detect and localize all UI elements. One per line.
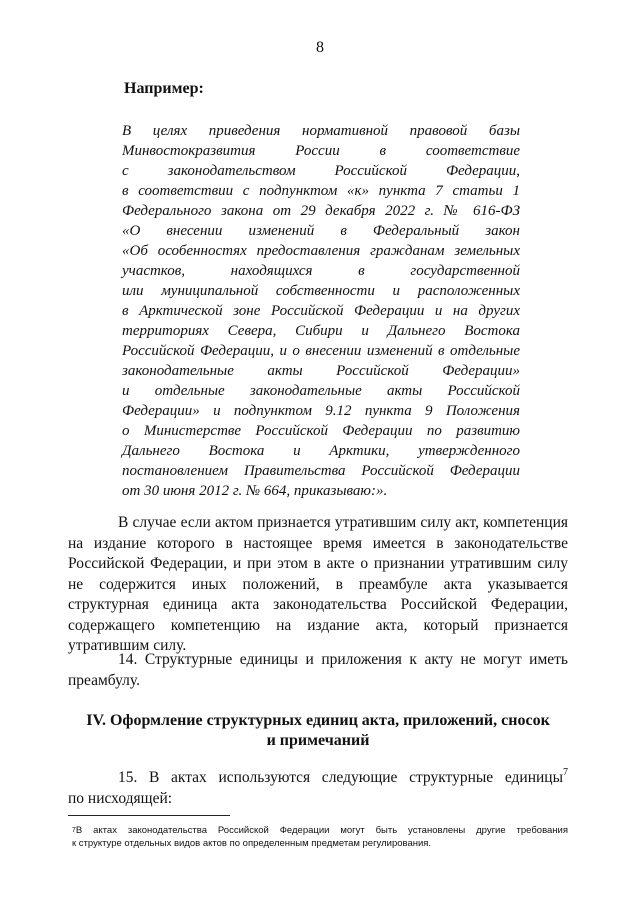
example-line: постановлением Правительства Российской Федерации <box>122 463 520 479</box>
example-line: о Министерстве Российской Федерации по развитию <box>122 423 520 439</box>
example-line: в Арктической зоне Российской Федерации и на других <box>122 303 520 319</box>
section-heading <box>68 711 568 751</box>
paragraph-15 <box>68 768 568 809</box>
paragraph-line: В случае если актом признается утратившим силу акт, компетенция <box>118 514 568 531</box>
paragraph-line: преамбулу. <box>68 671 140 689</box>
paragraph-line: содержащего компетенцию на издание акта, который признается <box>68 616 568 634</box>
paragraph-line: 14. Структурные единицы и приложения к акту не могут иметь <box>118 651 568 668</box>
example-line: участков, находящихся в государственной <box>122 263 520 279</box>
example-line: или муниципальной собственности и расположенных <box>122 283 520 299</box>
page-number: 8 <box>316 39 324 56</box>
section-heading-line-2: и примечаний <box>266 732 370 749</box>
section-heading-line-1: IV. Оформление структурных единиц акта, приложений, сносок <box>86 712 550 729</box>
paragraph-15-text: 15. В актах используются следующие структурные единицы <box>118 769 563 786</box>
footnote-text: В актах законодательства Российской Федерации могут быть установлены другие требования <box>75 825 568 836</box>
paragraph-line: утратившим силу. <box>68 637 187 654</box>
example-line: Минвостокразвития России в соответствие <box>122 143 520 159</box>
footnote-line: к структуре отдельных видов актов по определенным предметам регулирования. <box>72 838 432 849</box>
footnote-divider <box>68 815 230 816</box>
example-line: территориях Севера, Сибири и Дальнего Востока <box>122 323 520 339</box>
paragraph-repeal-act <box>68 513 568 657</box>
paragraph-line <box>68 768 568 789</box>
paragraph-line: не содержится иных положений, в преамбуле акта указывается <box>68 575 568 593</box>
example-line: «О внесении изменений в Федеральный закон <box>122 223 520 239</box>
example-line: В целях приведения нормативной правовой базы <box>122 123 520 139</box>
footnote-reference[interactable]: 7 <box>563 767 568 778</box>
example-line: Федерального закона от 29 декабря 2022 г. № 616-ФЗ <box>122 203 520 219</box>
footnote-line <box>72 824 568 837</box>
paragraph-14 <box>68 650 568 691</box>
example-line: Дальнего Востока и Арктики, утвержденного <box>122 443 520 459</box>
example-line: и отдельные законодательные акты Российской <box>122 383 520 399</box>
example-label: Например: <box>124 80 204 97</box>
paragraph-line: Российской Федерации, и при этом в акте о признании утратившим силу <box>68 555 568 572</box>
example-line: Федерации» и подпунктом 9.12 пункта 9 Положения <box>122 403 520 419</box>
example-line: законодательные акты Российской Федерации» <box>122 363 520 379</box>
example-line: Российской Федерации, и о внесении изменений в отдельные <box>122 343 520 359</box>
footnote <box>72 824 568 850</box>
example-line: в соответствии с подпунктом «к» пункта 7 статьи 1 <box>122 183 520 199</box>
footnote-mark: 7 <box>72 827 76 834</box>
paragraph-line: по нисходящей: <box>68 789 173 807</box>
paragraph-line: структурная единица акта законодательства Российской Федерации, <box>68 596 568 613</box>
example-line: от 30 июня 2012 г. № 664, приказываю:». <box>122 483 388 499</box>
example-line: с законодательством Российской Федерации, <box>122 163 520 179</box>
example-quote <box>122 121 520 501</box>
example-line: «Об особенностях предоставления гражданам земельных <box>122 243 520 259</box>
paragraph-line: на издание которого в настоящее время имеется в законодательстве <box>68 534 568 552</box>
